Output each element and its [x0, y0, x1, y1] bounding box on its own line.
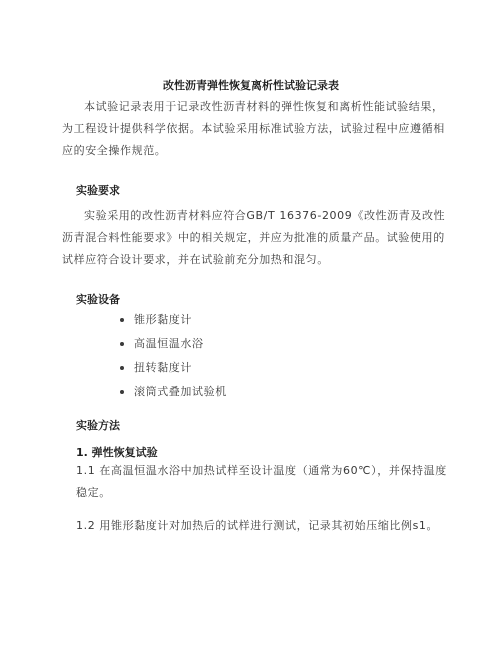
method-subheading: 1. 弹性恢复试验 [76, 446, 158, 459]
method-heading: 实验方法 [76, 419, 120, 432]
list-item [120, 332, 227, 356]
list-item [120, 356, 227, 380]
bullet-icon [120, 342, 124, 346]
document-title: 改性沥青弹性恢复离析性试验记录表 [163, 79, 339, 92]
list-item [120, 380, 227, 404]
method-step-1: 1.1 在高温恒温水浴中加热试样至设计温度（通常为60℃），并保持温度稳定。 [76, 464, 447, 499]
requirements-paragraph: 实验采用的改性沥青材料应符合GB/T 16376-2009《改性沥青及改性沥青混合料性能要求》中的相关规定，并应为批准的质量产品。试验使用的试样应符合设计要求，并在试验前充分加热和混匀。 [62, 209, 446, 266]
equipment-list [120, 308, 227, 404]
list-item-label: 滚筒式叠加试验机 [134, 385, 227, 398]
list-item-label: 高温恒温水浴 [134, 337, 204, 350]
bullet-icon [120, 318, 124, 322]
bullet-icon [120, 390, 124, 394]
intro-paragraph: 本试验记录表用于记录改性沥青材料的弹性恢复和离析性能试验结果，为工程设计提供科学依据。本试验采用标准试验方法，试验过程中应遵循相应的安全操作规范。 [62, 100, 445, 157]
method-step-2: 1.2 用锥形黏度计对加热后的试样进行测试，记录其初始压缩比例s1。 [76, 519, 439, 532]
bullet-icon [120, 366, 124, 370]
requirements-heading: 实验要求 [76, 184, 120, 197]
list-item-label: 锥形黏度计 [134, 313, 192, 326]
equipment-heading: 实验设备 [76, 293, 120, 306]
list-item-label: 扭转黏度计 [134, 361, 192, 374]
list-item [120, 308, 227, 332]
